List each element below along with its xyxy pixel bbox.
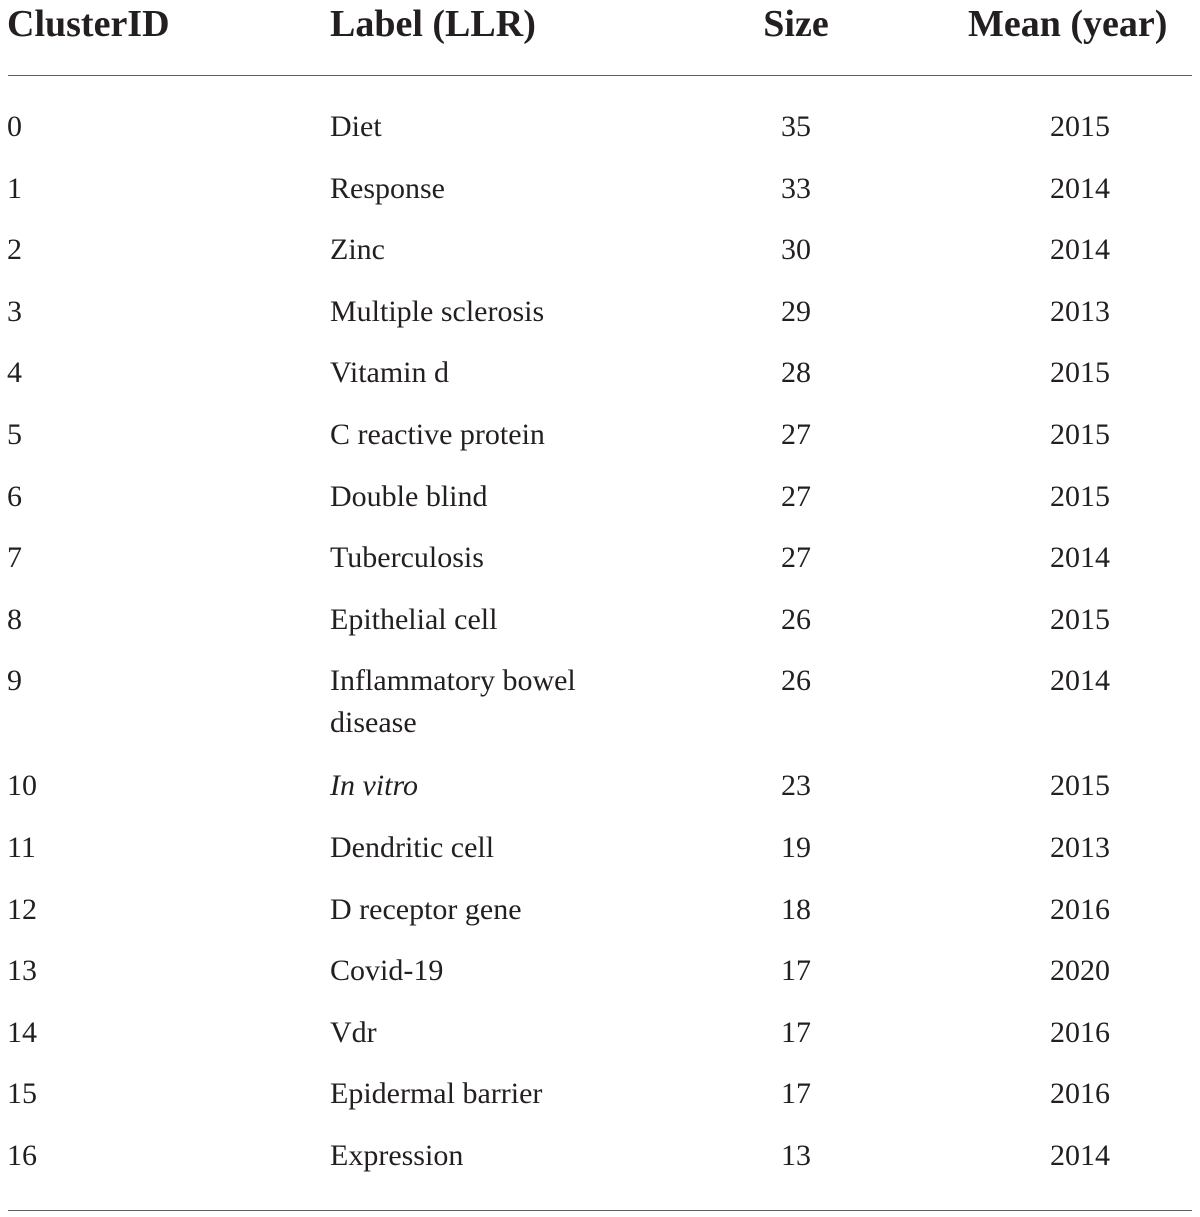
table-row — [0, 827, 1200, 889]
cell-label: Tuberculosis — [330, 541, 484, 575]
cell-size: 30 — [781, 233, 811, 267]
cell-cluster-id: 0 — [7, 110, 22, 143]
cell-label: Epithelial cell — [330, 602, 498, 636]
cell-cluster-id: 9 — [7, 664, 22, 698]
cell-mean-year: 2013 — [1050, 830, 1110, 864]
cell-mean-year: 2013 — [1050, 294, 1110, 328]
table-row — [0, 537, 1200, 599]
table-row — [0, 950, 1200, 1012]
cell-size: 17 — [781, 954, 811, 988]
table-row — [0, 889, 1200, 951]
cell-size: 28 — [781, 356, 811, 390]
cell-mean-year: 2015 — [1050, 479, 1110, 513]
header-label: Label (LLR) — [330, 3, 536, 45]
cell-size: 23 — [781, 769, 811, 803]
cell-label: Dendritic cell — [330, 830, 495, 864]
cell-size: 26 — [781, 602, 811, 636]
cell-cluster-id: 13 — [7, 954, 37, 988]
cell-cluster-id: 16 — [7, 1138, 37, 1172]
header-size: Size — [763, 3, 829, 45]
cell-size: 33 — [781, 171, 811, 205]
table-row — [0, 599, 1200, 661]
cell-cluster-id: 3 — [7, 294, 22, 328]
cell-size: 27 — [781, 541, 811, 575]
table-row — [0, 1135, 1200, 1197]
cell-cluster-id: 12 — [7, 892, 37, 926]
cell-size: 26 — [781, 664, 811, 698]
table-row — [0, 660, 1200, 765]
cell-label: Vitamin d — [330, 356, 450, 390]
table-row — [0, 1073, 1200, 1135]
table-row — [0, 352, 1200, 414]
cell-mean-year: 2016 — [1050, 892, 1110, 926]
cell-label: Multiple sclerosis — [330, 294, 545, 328]
table-row — [0, 476, 1200, 538]
cell-mean-year: 2020 — [1050, 954, 1110, 988]
cell-label: Covid-19 — [330, 954, 444, 988]
cell-mean-year: 2014 — [1050, 171, 1110, 205]
table-header — [0, 0, 1200, 76]
cell-size: 19 — [781, 830, 811, 864]
cell-cluster-id: 8 — [7, 602, 22, 636]
header-divider — [8, 75, 1192, 76]
cell-mean-year: 2015 — [1050, 356, 1110, 390]
cell-size: 27 — [781, 479, 811, 513]
header-mean-year: Mean (year) — [968, 3, 1168, 45]
cell-label: Vdr — [330, 1015, 377, 1049]
cell-size: 29 — [781, 294, 811, 328]
cell-size: 18 — [781, 892, 811, 926]
cell-label: In vitro — [330, 769, 419, 803]
cell-cluster-id: 11 — [7, 830, 36, 864]
cell-label: Diet — [330, 110, 382, 143]
cell-size: 13 — [781, 1138, 811, 1172]
cell-label: Response — [330, 171, 445, 205]
cell-size: 17 — [781, 1015, 811, 1049]
cell-label: D receptor gene — [330, 892, 522, 926]
cell-mean-year: 2014 — [1050, 541, 1110, 575]
table-row — [0, 765, 1200, 827]
cell-mean-year: 2015 — [1050, 769, 1110, 803]
header-cluster-id: ClusterID — [7, 3, 170, 45]
cell-label: C reactive protein — [330, 417, 545, 451]
cell-cluster-id: 2 — [7, 233, 22, 267]
cell-cluster-id: 14 — [7, 1015, 37, 1049]
cell-cluster-id: 6 — [7, 479, 22, 513]
cell-cluster-id: 4 — [7, 356, 22, 390]
cell-label: Zinc — [330, 233, 385, 267]
cell-mean-year: 2015 — [1050, 602, 1110, 636]
cell-mean-year: 2015 — [1050, 417, 1110, 451]
table-row — [0, 229, 1200, 291]
table-row — [0, 414, 1200, 476]
cell-mean-year: 2014 — [1050, 664, 1110, 698]
cell-size: 27 — [781, 417, 811, 451]
cell-label: Expression — [330, 1138, 464, 1172]
cell-label: Inflammatory bowel disease — [330, 664, 576, 740]
cell-cluster-id: 1 — [7, 171, 22, 205]
table-row — [0, 106, 1200, 168]
cell-mean-year: 2016 — [1050, 1015, 1110, 1049]
cell-cluster-id: 7 — [7, 541, 22, 575]
cell-size: 17 — [781, 1077, 811, 1111]
cell-cluster-id: 10 — [7, 769, 37, 803]
table-row — [0, 1012, 1200, 1074]
cell-mean-year: 2014 — [1050, 233, 1110, 267]
cell-label: Double blind — [330, 479, 488, 513]
cell-label: Epidermal barrier — [330, 1077, 543, 1111]
cell-mean-year: 2014 — [1050, 1138, 1110, 1172]
cell-mean-year: 2016 — [1050, 1077, 1110, 1111]
table-row — [0, 168, 1200, 230]
cell-mean-year: 2015 — [1050, 110, 1110, 143]
table-row — [0, 291, 1200, 353]
table-body — [0, 106, 1200, 1197]
cell-size: 35 — [781, 110, 811, 143]
cell-cluster-id: 15 — [7, 1077, 37, 1111]
table-bottom-rule — [8, 1210, 1192, 1211]
cell-cluster-id: 5 — [7, 417, 22, 451]
